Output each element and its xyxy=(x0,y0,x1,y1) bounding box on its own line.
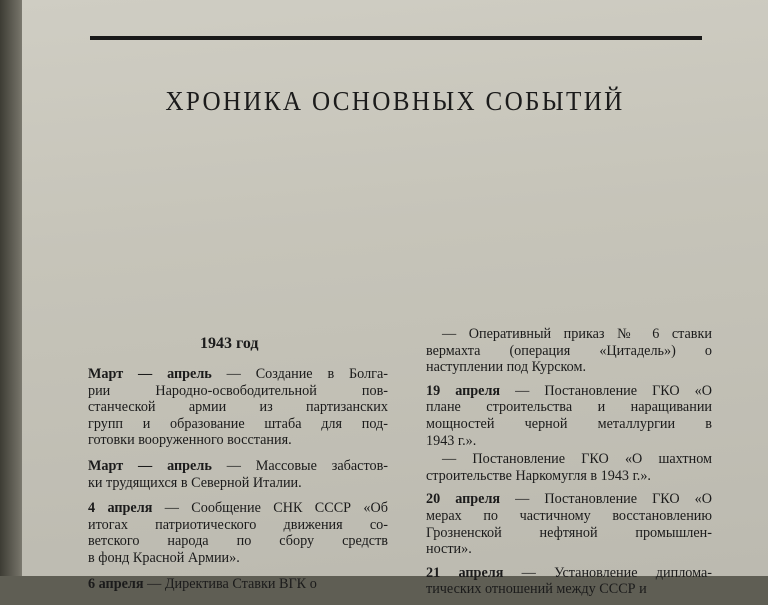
chronicle-entry xyxy=(426,451,712,484)
entry-date: Март — апрель xyxy=(88,366,212,382)
entry-text: — Директива Ставки ВГК о xyxy=(143,575,317,592)
entry-line xyxy=(426,383,712,400)
chronicle-entry xyxy=(426,326,712,376)
entry-line: — Постановление ГКО «О шахтном xyxy=(442,451,712,468)
entry-line: ки трудящихся в Северной Италии. xyxy=(88,474,302,491)
entry-date: 21 апреля xyxy=(426,564,504,581)
entry-line: мощностей черной металлургии в xyxy=(426,415,712,432)
book-page xyxy=(22,0,768,598)
right-column xyxy=(426,326,712,605)
entry-date: 20 апреля xyxy=(426,491,501,508)
entry-line: рии Народно-освободительной пов- xyxy=(88,382,388,399)
entry-text: — Массовые забастов- xyxy=(211,457,389,474)
entry-text: — Постановление ГКО «О xyxy=(500,382,713,399)
chronicle-entry xyxy=(426,383,712,449)
entry-line: Грозненской нефтяной промышлен- xyxy=(426,524,712,541)
chronicle-entry xyxy=(88,366,388,449)
entry-text: — Постановление ГКО «О xyxy=(500,491,713,508)
page-title: ХРОНИКА ОСНОВНЫХ СОБЫТИЙ xyxy=(165,86,625,116)
entry-line: ности». xyxy=(426,541,472,558)
entry-line xyxy=(426,565,712,582)
left-column xyxy=(88,366,388,601)
chronicle-entry xyxy=(88,458,388,491)
entry-date: 4 апреля xyxy=(88,500,153,517)
chronicle-entry xyxy=(426,491,712,557)
entry-line: в фонд Красной Армии». xyxy=(88,549,240,566)
entry-line: — Оперативный приказ № 6 ставки xyxy=(442,326,712,342)
entry-line: станческой армии из партизанских xyxy=(88,399,388,416)
entry-date: 19 апреля xyxy=(426,382,501,399)
entry-line: ветского народа по сбору средств xyxy=(88,533,388,550)
chronicle-entry xyxy=(426,565,712,598)
chronicle-entry xyxy=(88,576,388,593)
entry-line xyxy=(88,500,388,517)
entry-text: — Сообщение СНК СССР «Об xyxy=(152,500,388,517)
entry-line: плане строительства и наращивании xyxy=(426,399,712,416)
entry-date: Март — апрель xyxy=(88,457,212,474)
entry-line: 1943 г.». xyxy=(426,432,477,449)
entry-line: мерах по частичному восстановлению xyxy=(426,507,712,524)
entry-line: групп и образование штаба для под- xyxy=(88,415,388,432)
entry-line: наступлении под Курском. xyxy=(426,359,587,376)
entry-text: — Установление диплома- xyxy=(503,564,713,581)
entry-line xyxy=(88,576,388,593)
entry-date: 6 апреля xyxy=(88,575,144,592)
year-heading: 1943 год xyxy=(200,335,259,352)
entry-line xyxy=(88,366,388,383)
entry-line: готовки вооруженного восстания. xyxy=(88,432,292,449)
entry-line: итогах патриотического движения со- xyxy=(88,516,388,533)
entry-text: — Создание в Болга- xyxy=(211,366,388,382)
chronicle-entry xyxy=(88,500,388,566)
entry-line: тических отношений между СССР и xyxy=(426,581,647,598)
entry-line xyxy=(88,458,388,475)
entry-line: вермахта (операция «Цитадель») о xyxy=(426,342,712,359)
header-rule xyxy=(90,36,702,40)
entry-line: строительстве Наркомугля в 1943 г.». xyxy=(426,467,651,484)
entry-line xyxy=(426,491,712,508)
